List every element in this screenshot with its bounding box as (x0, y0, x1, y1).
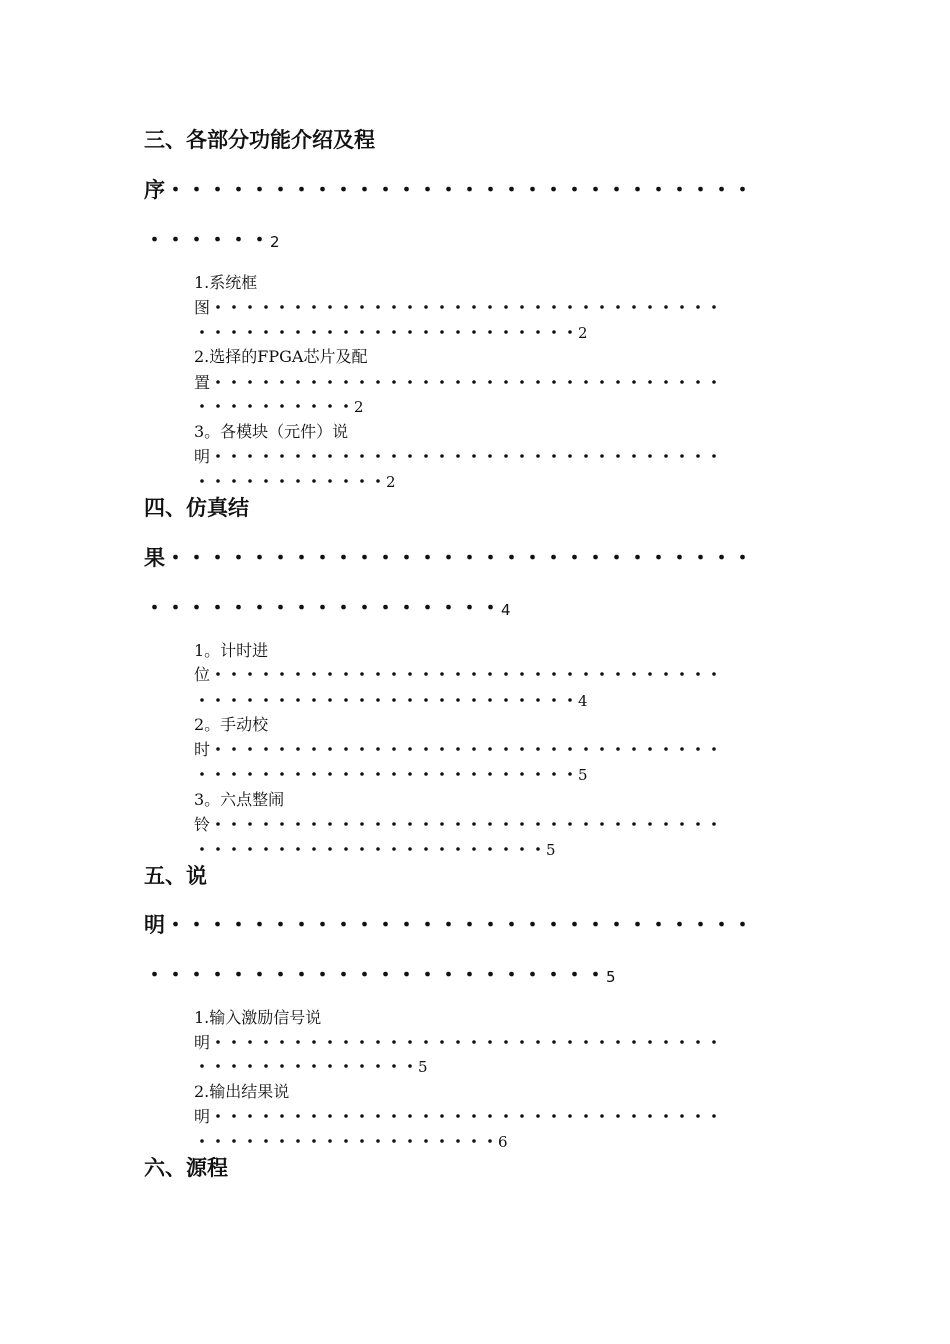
toc-heading-5-page: 5 (606, 968, 616, 986)
toc-item-3-3-cont (194, 444, 722, 467)
leader-dots: ・・・・・・・・・・・・・・・・・・・・・・・・・・・・・・・・ (210, 740, 723, 759)
leader-dots: ・・・・・・・・・・・・・・・・・・・・・・・・・・・・ (165, 178, 753, 202)
toc-item-3-2-cont-char: 置 (194, 373, 211, 392)
leader-dots: ・・・・・・・・・・・・・・・・・・・・・・ (144, 963, 606, 987)
toc-item-5-2: 2.输出结果说 (194, 1082, 290, 1101)
toc-item-5-1-cont (194, 1030, 722, 1053)
toc-item-4-1: 1。计时进 (194, 641, 269, 660)
leader-dots: ・・・・・・・・・・・・ (194, 472, 387, 491)
leader-dots: ・・・・・・・・・・・・・・・・・・・・・・・・・・・・・・・・ (210, 447, 723, 466)
leader-dots: ・・・・・・・・・・・・・・・・・・・・・・・・ (194, 765, 579, 784)
toc-item-5-1: 1.输入激励信号说 (194, 1008, 322, 1027)
leader-dots: ・・・・・・・・・・・・・・・・・・・・・・・・・・・・ (165, 913, 753, 937)
toc-heading-5-cont-char: 明 (144, 913, 165, 937)
toc-item-5-2-cont (194, 1104, 722, 1127)
toc-heading-4-dots (144, 592, 511, 622)
toc-item-3-1-dots (194, 320, 588, 343)
leader-dots: ・・・・・・・・・・・・・・・・・・・・・・・・・・・・・・・・ (210, 373, 723, 392)
toc-item-4-3: 3。六点整闹 (194, 790, 285, 809)
toc-heading-5: 五、说 (144, 864, 207, 888)
toc-item-5-2-cont-char: 明 (194, 1107, 211, 1126)
toc-heading-3-cont (144, 174, 753, 204)
toc-item-5-1-dots (194, 1054, 428, 1077)
leader-dots: ・・・・・・・・・・・・・・・・・・・・・・・・ (194, 691, 579, 710)
toc-item-4-2-cont-char: 时 (194, 740, 211, 759)
leader-dots: ・・・・・・・・・・・・・・・・・・・・・・・・・・・・ (165, 546, 753, 570)
toc-item-4-3-dots (194, 837, 556, 860)
toc-heading-3-dots (144, 224, 280, 254)
toc-heading-4: 四、仿真结 (144, 496, 249, 520)
toc-heading-3-page: 2 (270, 233, 280, 251)
toc-item-4-3-cont-char: 铃 (194, 815, 211, 834)
leader-dots: ・・・・・・・・・・・・・・ (194, 1057, 419, 1076)
leader-dots: ・・・・・・・・・・・・・・・・・・・・・・・・・・・・・・・・ (210, 298, 723, 317)
leader-dots: ・・・・・・・・・・・・・・・・・・・・・・・・・・・・・・・・ (210, 665, 723, 684)
toc-item-5-1-page: 5 (418, 1058, 428, 1076)
leader-dots: ・・・・・・・・・・・・・・・・・ (144, 596, 501, 620)
leader-dots: ・・・・・・ (144, 228, 270, 252)
toc-item-5-2-dots (194, 1129, 508, 1152)
leader-dots: ・・・・・・・・・・・・・・・・・・・・・・ (194, 840, 547, 859)
toc-item-4-2-dots (194, 762, 588, 785)
toc-item-4-1-cont (194, 662, 722, 685)
toc-item-4-3-page: 5 (546, 841, 556, 859)
toc-item-4-1-page: 4 (578, 692, 588, 710)
toc-item-3-1: 1.系统框 (194, 273, 258, 292)
toc-item-3-2-dots (194, 394, 364, 417)
toc-item-4-2-page: 5 (578, 766, 588, 784)
toc-item-3-3: 3。各模块（元件）说 (194, 422, 349, 441)
toc-item-4-3-cont (194, 812, 722, 835)
toc-item-4-1-dots (194, 688, 588, 711)
leader-dots: ・・・・・・・・・・・・・・・・・・・・・・・・・・・・・・・・ (210, 815, 723, 834)
toc-item-3-3-cont-char: 明 (194, 447, 211, 466)
toc-heading-3-cont-char: 序 (144, 178, 165, 202)
toc-item-3-2-page: 2 (354, 398, 364, 416)
toc-item-4-2-cont (194, 737, 722, 760)
toc-item-3-2: 2.选择的FPGA芯片及配 (194, 347, 368, 366)
toc-item-3-3-dots (194, 469, 396, 492)
leader-dots: ・・・・・・・・・・・・・・・・・・・・・・・・ (194, 323, 579, 342)
toc-item-3-3-page: 2 (386, 473, 396, 491)
toc-item-5-2-page: 6 (498, 1133, 508, 1151)
leader-dots: ・・・・・・・・・・・・・・・・・・・ (194, 1132, 499, 1151)
toc-item-3-1-page: 2 (578, 324, 588, 342)
toc-heading-5-dots (144, 959, 616, 989)
leader-dots: ・・・・・・・・・・・・・・・・・・・・・・・・・・・・・・・・ (210, 1107, 723, 1126)
leader-dots: ・・・・・・・・・・ (194, 397, 355, 416)
toc-heading-3: 三、各部分功能介绍及程 (144, 128, 375, 152)
toc-item-3-1-cont-char: 图 (194, 298, 211, 317)
toc-heading-5-cont (144, 909, 753, 939)
toc-item-3-2-cont (194, 370, 722, 393)
toc-heading-4-cont-char: 果 (144, 546, 165, 570)
toc-heading-4-cont (144, 542, 753, 572)
toc-heading-4-page: 4 (501, 601, 511, 619)
toc-item-4-2: 2。手动校 (194, 715, 269, 734)
toc-heading-6: 六、源程 (144, 1156, 228, 1180)
toc-item-5-1-cont-char: 明 (194, 1033, 211, 1052)
toc-item-4-1-cont-char: 位 (194, 665, 211, 684)
leader-dots: ・・・・・・・・・・・・・・・・・・・・・・・・・・・・・・・・ (210, 1033, 723, 1052)
toc-item-3-1-cont (194, 295, 722, 318)
